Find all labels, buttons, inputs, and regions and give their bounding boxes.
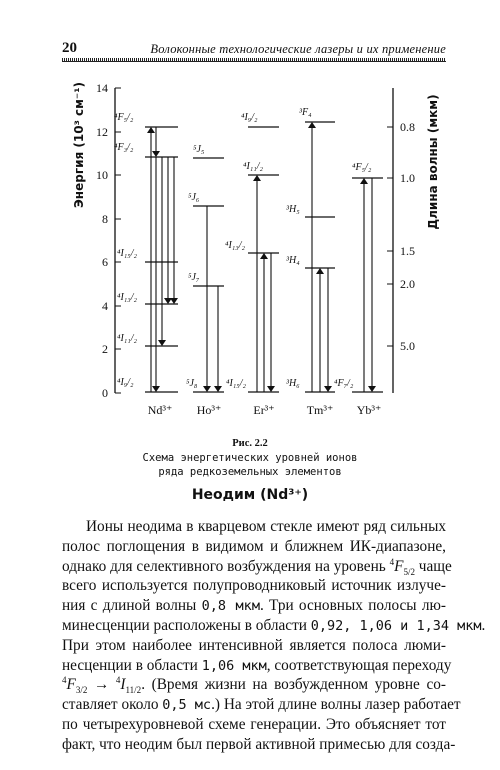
level-label: ⁵J₆ — [188, 192, 200, 203]
er-transitions — [257, 178, 271, 392]
yb-levels — [352, 178, 383, 392]
wavelength-tick-label: 1.5 — [400, 244, 415, 258]
ion-label: Nd³⁺ — [147, 403, 173, 417]
nd-level-labels — [114, 112, 138, 388]
yb-level-labels — [334, 162, 372, 389]
level-label: ⁴I₁₃/₂ — [225, 240, 246, 251]
level-label: ⁴F₅/₂ — [114, 112, 134, 123]
y-tick-label: 4 — [102, 299, 108, 313]
y-tick-label: 14 — [96, 81, 108, 95]
yb-transitions — [364, 178, 372, 392]
level-label: ⁴F₇/₂ — [334, 378, 354, 389]
level-label: ⁵J₈ — [186, 378, 198, 389]
text-line: однако для селективного возбуждения на уровень $^4F_{5/2}$ чаще — [62, 556, 452, 577]
level-label: ⁴F₃/₂ — [114, 142, 134, 153]
text-line: несценции в области 1,06 мкм, соответствующая переходу — [62, 656, 452, 674]
text-line: При этом наиболее интенсивной является полоса люми- — [62, 636, 446, 654]
wavelength-tick-label: 5.0 — [400, 339, 415, 353]
level-label: ⁴I₁₃/₂ — [117, 292, 138, 303]
level-label: ⁴I₁₅/₂ — [226, 378, 247, 389]
wavelength-tick-label: 2.0 — [400, 277, 415, 291]
level-label: ⁴I₉/₂ — [241, 112, 258, 123]
level-label: ³H₄ — [286, 255, 300, 266]
wavelength-axis — [387, 88, 440, 393]
y-tick-label: 2 — [102, 342, 108, 356]
ion-label: Yb³⁺ — [356, 403, 382, 417]
level-label: ³H₆ — [286, 378, 300, 389]
figure-number: Рис. 2.2 — [232, 438, 268, 449]
tm-transitions — [312, 125, 328, 392]
text-line: ставляет около 0,5 мс.) На этой длине волны лазер работает — [62, 696, 461, 714]
caption-line: ряда редкоземельных элементов — [158, 466, 342, 478]
section-title: Неодим (Nd³⁺) — [191, 487, 309, 503]
y-tick-label: 10 — [96, 168, 108, 182]
running-title: Волоконные технологические лазеры и их применение — [150, 42, 446, 56]
text-line: всего используется полупроводниковый источник излуче- — [62, 577, 446, 595]
y-tick-label: 6 — [102, 255, 108, 269]
ho-level-labels — [186, 144, 205, 389]
text-line: полос поглощения в видимом и ближнем ИК-диапазоне, — [62, 537, 446, 555]
er-level-labels — [225, 112, 264, 389]
text-line: факт, что неодим был первой активной примесью для созда- — [62, 735, 456, 753]
level-label: ⁴I₁₁/₂ — [117, 333, 138, 344]
level-label: ⁵J₇ — [188, 272, 200, 283]
ion-labels — [148, 403, 382, 417]
level-label: ⁵J₅ — [193, 144, 205, 155]
y-tick-label: 8 — [102, 212, 108, 226]
text-line: ния с длиной волны 0,8 мкм. Три основных полосы лю- — [62, 597, 446, 615]
text-line: по четырехуровневой схеме генерации. Это объясняет тот — [62, 715, 446, 733]
wavelength-tick-label: 1.0 — [400, 171, 415, 185]
y-tick-label: 12 — [96, 125, 108, 139]
page-number: 20 — [62, 40, 77, 56]
tm-level-labels — [286, 107, 312, 389]
body-paragraph — [62, 517, 486, 755]
y-axis — [72, 81, 121, 400]
level-label: ³F₄ — [299, 107, 312, 118]
ion-label: Tm³⁺ — [306, 403, 334, 417]
y-tick-label: 0 — [102, 386, 108, 400]
nd-transitions — [151, 127, 174, 392]
text-line: Ионы неодима в кварцевом стекле имеют ряд сильных — [86, 518, 446, 535]
text-line: минесценции расположены в области 0,92, 1,06 и 1,34 мкм. — [62, 616, 486, 634]
text-line: $^4F_{3/2} \to ^4I_{11/2}$. (Время жизни на возбужденном уровне со- — [62, 675, 446, 696]
level-label: ³H₅ — [286, 204, 300, 215]
y-axis-label: Энергия (10³ см⁻¹) — [72, 82, 86, 208]
level-label: ⁴I₉/₂ — [117, 377, 134, 388]
ion-label: Er³⁺ — [253, 403, 275, 417]
level-label: ⁴I₁₅/₂ — [117, 248, 138, 259]
level-label: ⁴I₁₁/₂ — [243, 161, 264, 172]
wavelength-tick-label: 0.8 — [400, 120, 415, 134]
wavelength-axis-label: Длина волны (мкм) — [426, 94, 440, 230]
figure-caption — [0, 437, 500, 479]
ho-transitions — [207, 206, 218, 389]
level-label: ⁴F₅/₂ — [352, 162, 372, 173]
caption-line: Схема энергетических уровней ионов — [142, 452, 358, 464]
ion-label: Ho³⁺ — [196, 403, 222, 417]
